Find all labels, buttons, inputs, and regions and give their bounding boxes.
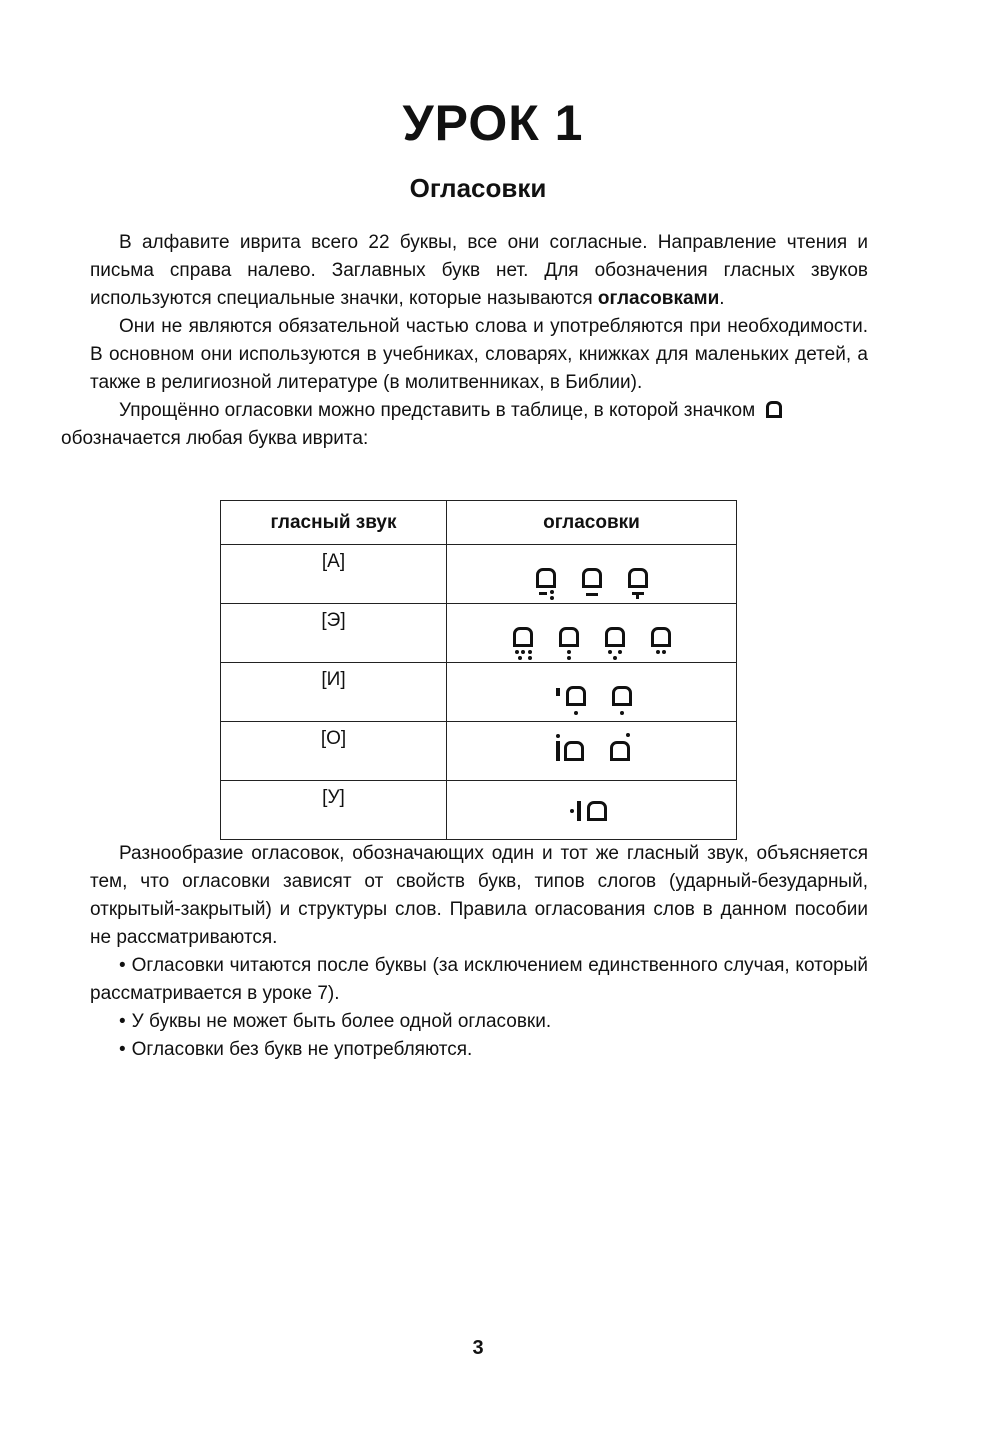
table-row [221, 722, 737, 781]
holam-icon [610, 741, 630, 763]
bullet-text: Огласовки читаются после буквы (за исключением единственного случая, который рассматривается в уроке 7). [90, 955, 868, 1004]
page-number: 3 [472, 1337, 484, 1359]
intro-p3-end: обозначается любая буква иврита: [61, 428, 369, 449]
bullet-text: У буквы не может быть более одной огласовки. [131, 1011, 552, 1032]
table-header-row [221, 501, 737, 545]
column-header-sound: гласный звук [221, 501, 447, 545]
intro-paragraph-2: Они не являются обязательной частью слова и употребляются при необходимости. В основном они используются в учебниках, словарях, книжках для маленьких детей, а также в религиозной литературе (в молитвенниках, в Библии). [90, 316, 868, 393]
marks-cell [447, 604, 737, 663]
table-row [221, 604, 737, 663]
bullet-icon [119, 955, 126, 976]
sound-cell: [А] [221, 545, 447, 604]
hataf-patah-icon [536, 568, 556, 590]
bullet-icon [119, 1011, 126, 1032]
bullet-text: Огласовки без букв не употребляются. [131, 1039, 473, 1060]
tsere-icon [559, 627, 579, 649]
page-title: УРОК 1 [402, 95, 584, 151]
bullet-item [90, 1008, 868, 1036]
kamatz-icon [628, 568, 648, 590]
intro-p1-end: . [719, 288, 725, 309]
hirik-icon [612, 686, 632, 708]
sound-cell: [О] [221, 722, 447, 781]
marks-cell [447, 722, 737, 781]
bullet-item [90, 952, 868, 1008]
table-row [221, 545, 737, 604]
intro-text [61, 229, 868, 453]
patah-icon [582, 568, 602, 590]
table-row [221, 781, 737, 840]
intro-p1-text: В алфавите иврита всего 22 буквы, все они согласные. Направление чтения и письма справа налево. Заглавных букв нет. Для обозначения гласных звуков используются специальные значки, которые называются [90, 232, 868, 309]
intro-p1-bold: огласовками [597, 288, 720, 309]
marks-cell [447, 781, 737, 840]
sound-cell: [И] [221, 663, 447, 722]
segol-icon [605, 627, 625, 649]
page-subtitle: Огласовки [409, 173, 547, 203]
sound-cell: [У] [221, 781, 447, 840]
table-row [221, 663, 737, 722]
column-header-marks: огласовки [447, 501, 737, 545]
holam-male-icon [554, 741, 584, 763]
vowel-table [220, 500, 737, 840]
intro-paragraph-3 [61, 397, 868, 453]
hirik-yod-icon [552, 686, 586, 708]
body-paragraph-1: Разнообразие огласовок, обозначающих один и тот же гласный звук, объясняется тем, что огласовки зависят от свойств букв, типов слогов (ударный-безударный, открытый-закрытый) и структуры слов. Правила огласования слов в данном пособии не рассматриваются. [90, 843, 868, 948]
sound-cell: [Э] [221, 604, 447, 663]
marks-cell [447, 663, 737, 722]
bullet-item [90, 1036, 868, 1064]
bullet-icon [119, 1039, 126, 1060]
marks-cell [447, 545, 737, 604]
intro-p3-start: Упрощённо огласовки можно представить в таблице, в которой значком [119, 400, 761, 421]
intro-paragraph-1 [90, 229, 868, 313]
mem-final-letter-icon [766, 401, 782, 418]
shuruk-icon [575, 801, 609, 823]
shva-icon [651, 627, 671, 649]
hataf-segol-icon [513, 627, 533, 649]
body-text [90, 840, 868, 1064]
